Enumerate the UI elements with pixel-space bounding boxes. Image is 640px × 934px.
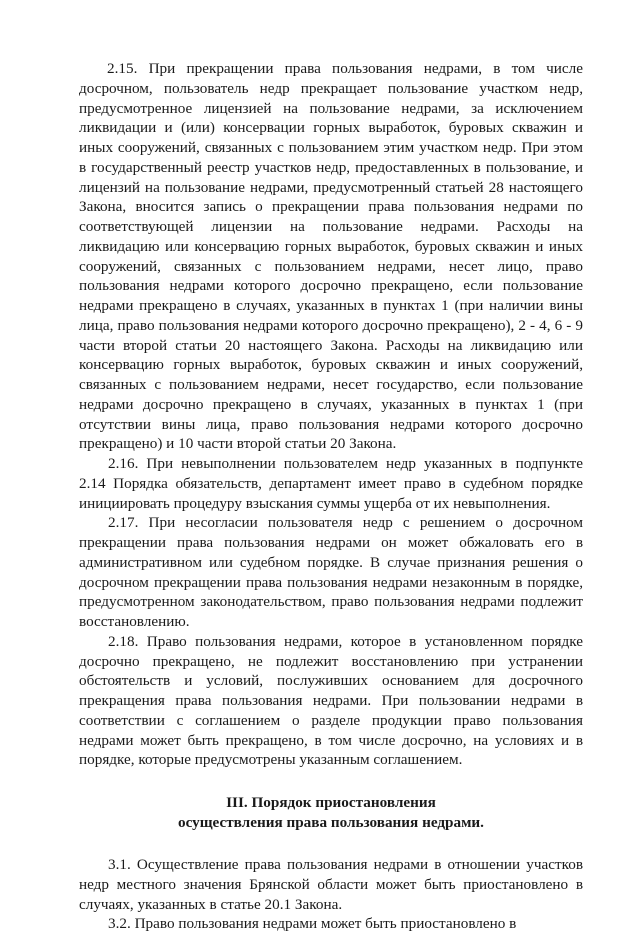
section-3-heading-line-1: III. Порядок приостановления xyxy=(226,794,436,811)
paragraph-2-18: 2.18. Право пользования недрами, которое в установленном порядке досрочно прекращено, не подлежит восстановлению при устранении обстоятельств и условий, послуживших основанием для досрочного прекращения права пользования недрами. При пользовании недрами в соответствии с соглашением о разделе продукции право пользования недрами может быть прекращено, в том числе досрочно, на условиях и в порядке, которые предусмотрены указанным соглашением. xyxy=(79,632,583,769)
paragraph-2-17: 2.17. При несогласии пользователя недр с решением о досрочном прекращении права пользования недрами он может обжаловать его в административном или судебном порядке. В случае признания решения о досрочном прекращении права пользования недрами незаконным в порядке, предусмотренном законодательством, право пользования недрами подлежит восстановлению. xyxy=(79,514,583,630)
paragraph-3-1: 3.1. Осуществление права пользования недрами в отношении участков недр местного значения Брянской области может быть приостановлено в случаях, указанных в статье 20.1 Закона. xyxy=(79,856,583,913)
section-3-heading-line-2: осуществления права пользования недрами. xyxy=(178,814,484,831)
paragraph-2-15: 2.15. При прекращении права пользования недрами, в том числе досрочном, пользователь недр прекращает пользование участком недр, предусмотренное лицензией на пользование недрами, за исключением ликвидации и (или) консервации горных выработок, буровых скважин и иных сооружений, связанных с пользованием этим участком недр. При этом в государственный реестр участков недр, предоставленных в пользование, и лицензий на пользование недрами, предусмотренный статьей 28 настоящего Закона, вносится запись о прекращении права пользования недрами по соответствующей лицензии на пользование недрами. Расходы на ликвидацию или консервацию горных выработок, буровых скважин и иных сооружений, связанных с пользованием недрами, несет лицо, право пользования недрами которого досрочно прекращено, если пользование недрами прекращено в случаях, указанных в пунктах 1 (при наличии вины лица, право пользования недрами которого досрочно прекращено), 2 - 4, 6 - 9 части второй статьи 20 настоящего Закона. Расходы на ликвидацию или консервацию горных выработок, буровых скважин и иных сооружений, связанных с пользованием недрами, несет государство, если пользование недрами досрочно прекращено в случаях, указанных в пунктах 1 (при отсутствии вины лица, право пользования недрами которого досрочно прекращено) и 10 части второй статьи 20 Закона. xyxy=(79,60,583,453)
paragraph-2-16: 2.16. При невыполнении пользователем недр указанных в подпункте 2.14 Порядка обязательств, департамент имеет право в судебном порядке инициировать процедуру взыскания суммы ущерба от их невыполнения. xyxy=(79,455,583,512)
section-3-heading xyxy=(79,793,583,833)
section-gap xyxy=(79,833,583,855)
paragraph-3-2: 3.2. Право пользования недрами может быть приостановлено в xyxy=(108,915,517,933)
